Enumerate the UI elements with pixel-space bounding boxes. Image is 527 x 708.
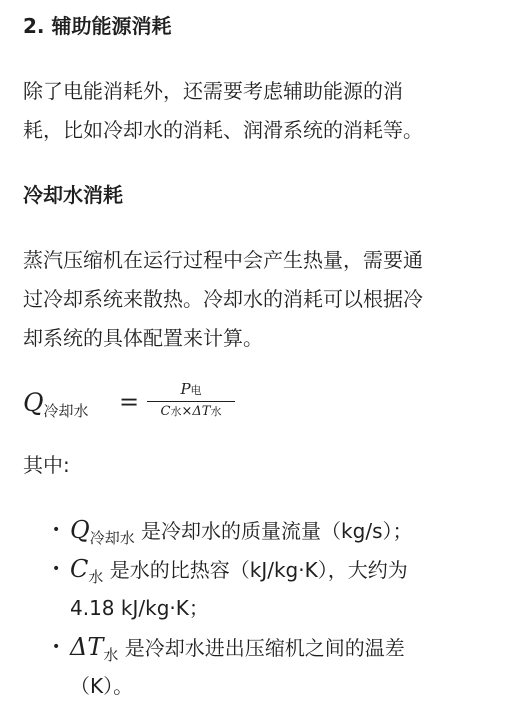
fraction-bar (147, 401, 235, 402)
bullet-dot: • (52, 639, 61, 655)
bullet-symbol: C (70, 555, 89, 583)
formula-den-c-sub: 水 (170, 405, 182, 418)
sub-heading: 冷却水消耗 (23, 183, 123, 207)
bullet-dot: • (52, 522, 61, 538)
formula-equals: = (119, 388, 140, 416)
formula-lhs-sub: 冷却水 (43, 402, 89, 420)
list-item-continuation: 4.18 kJ/kg·K； (70, 596, 209, 620)
formula-num-sub: 电 (190, 384, 202, 397)
bullet-dot: • (52, 561, 61, 577)
formula-den-times: × (181, 404, 193, 419)
list-item (70, 517, 413, 546)
bullet-text: 是冷却水进出压缩机之间的温差 (118, 636, 405, 660)
bullet-symbol: Q (70, 516, 90, 544)
bullet-symbol-sub: 冷却水 (89, 529, 135, 547)
formula-den-delta-sub: 水 (210, 405, 222, 418)
list-item-continuation: （K）。 (70, 674, 134, 698)
formula-den-delta: ΔT (192, 404, 211, 419)
bullet-symbol: ΔT (70, 633, 104, 661)
bullet-text: 是水的比热容（kJ/kg·K），大约为 (103, 558, 408, 582)
section-heading: 2. 辅助能源消耗 (23, 14, 172, 38)
formula-numerator (147, 380, 235, 400)
bullet-symbol-sub: 水 (88, 568, 104, 586)
body-line-2: 过冷却系统来散热。冷却水的消耗可以根据冷 (23, 287, 423, 311)
formula-num-symbol: P (180, 380, 191, 398)
list-item (70, 556, 408, 585)
body-line-1: 蒸汽压缩机在运行过程中会产生热量，需要通 (23, 248, 423, 272)
body-line-3: 却系统的具体配置来计算。 (23, 326, 263, 350)
bullet-symbol-sub: 水 (103, 646, 119, 664)
formula-lhs-symbol: Q (23, 388, 44, 417)
formula-fraction (147, 380, 235, 420)
formula-lhs (23, 388, 89, 420)
formula-denominator (147, 403, 235, 420)
intro-line-1: 除了电能消耗外，还需要考虑辅助能源的消 (23, 79, 403, 103)
formula-den-c: C (160, 404, 171, 419)
where-label: 其中: (23, 453, 70, 477)
list-item (70, 634, 405, 663)
bullet-text: 是冷却水的质量流量（kg/s）； (134, 519, 413, 543)
intro-line-2: 耗，比如冷却水的消耗、润滑系统的消耗等。 (23, 118, 423, 142)
